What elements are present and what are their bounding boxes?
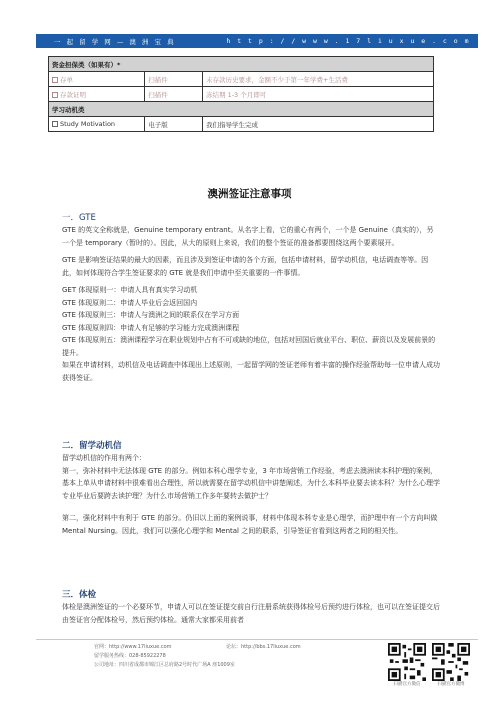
item-note: 冻结期 1-3 个月即可 [203, 87, 434, 102]
checkbox-icon[interactable] [52, 77, 58, 83]
section-body-motivation [62, 452, 440, 542]
paragraph: 第一，弥补材料中无法体现 GTE 的部分。例如本科心理学专业，3 年市场营销工作经验，考虑去澳洲读本科护理的案例，基本上单从申请材料中很难看出合理性，所以就需要在留学动机信中讲楚阐述，为什么本科毕业要去读本科？为什么心理学专业毕业后要跨去读护理？为什么市场营销工作多年要转去做护士？ [62, 466, 440, 500]
paragraph: 第二，强化材料中有利于 GTE 的部分。仍旧以上面的案例说事，材料中体现本科专业是心理学，而护理中有一个方向叫做 Mental Nursing。因此，我们可以强化心理学和 Mental 之间的联系，引导签证官看到这两者之间的相关性。 [62, 514, 438, 535]
gte-principles-list [62, 284, 440, 359]
section-body-medical [62, 601, 440, 637]
table-row [49, 87, 434, 102]
list-item: GET 体现原则一：申请人具有真实学习动机 [62, 286, 198, 294]
footer-address: 公司地址：四川省成都市锦江区总府路2号时代广场A 座1009室 [94, 662, 235, 668]
item-name: 存款证明 [60, 90, 86, 99]
footer-hotline: 留学服务热线：028-85922278 [94, 653, 166, 659]
footer-forum[interactable]: 论坛：http://bbs.17liuxue.com [226, 644, 301, 650]
qr-code-icon [432, 643, 470, 681]
banner-brand: 一 起 留 学 网 — 澳 洲 宝 典 [54, 37, 176, 46]
header-banner [36, 34, 478, 48]
section-heading-gte: 一．GTE [62, 213, 96, 223]
paragraph: GTE 是影响签证结果的最大的因素，而且涉及到签证申请的各个方面，包括申请材料，留学动机信，电话调查等等。因此，如何体现符合学生签证要求的 GTE 就是我们申请中至关重要的一件事情。 [62, 256, 429, 277]
item-format: 扫描件 [145, 87, 203, 102]
list-item: GTE 体现原则三：申请人与澳洲之间的联系仅在学习方面 [62, 311, 240, 319]
table-row [49, 72, 434, 87]
section-body-gte [62, 224, 440, 389]
section-heading-medical: 三．体检 [62, 590, 97, 600]
checkbox-icon[interactable] [52, 121, 58, 127]
list-item: GTE 体现原则五：澳洲课程学习在职业规划中占有不可或缺的地位，包括对回国后就业平台、职位、薪资以及发展前景的提升。 [62, 336, 436, 357]
paragraph: GTE 的英文全称就是，Genuine temporary entrant。从名字上看，它的重心有两个，一个是 Genuine（真实的），另一个是 temporary（暂时的）。因此，从大的原则上来说，我们的整个签证的准备都要围绕这两个要素展开。 [62, 226, 434, 247]
item-name: Study Motivation [60, 120, 116, 128]
qr-wechat [388, 643, 426, 693]
section-heading-motivation: 二．留学动机信 [62, 441, 122, 451]
footer-contact-info [36, 640, 384, 693]
paragraph: 如果在申请材料，动机信及电话调查中体现出上述原则，一起留学网的签证老师有着丰富的操作经验帮助每一位申请人成功获得签证。 [62, 361, 440, 382]
item-format: 电子版 [145, 117, 203, 132]
qr-code-icon [388, 643, 426, 681]
section-label: 学习动机类 [49, 102, 434, 117]
item-format: 扫描件 [145, 72, 203, 87]
page-footer [36, 639, 478, 693]
table-section-header [49, 102, 434, 117]
item-note: 我们指导学生完成 [203, 117, 434, 132]
checkbox-icon[interactable] [52, 92, 58, 98]
list-item: GTE 体现原则四：申请人有足够的学习能力完成澳洲课程 [62, 323, 240, 332]
item-name: 存单 [60, 75, 73, 84]
table-row [49, 117, 434, 132]
list-item: GTE 体现原则二：申请人毕业后会返回国内 [62, 298, 198, 307]
qr-caption: 扫描官方微博 [437, 682, 465, 687]
table-section-header [49, 57, 434, 72]
paragraph: 体检是澳洲签证的一个必要环节，申请人可以在签证提交前自行注册系统获得体检号后预约进行体检，也可以在签证提交后由签证官分配体检号，然后预约体检。通常大家都采用前者 [62, 603, 440, 624]
qr-caption: 扫描官方微信 [393, 682, 421, 687]
qr-weibo [432, 643, 470, 693]
section-label: 资金担保类（如果有）* [49, 57, 434, 72]
footer-website[interactable]: 官网：http://www.17liuxue.com [94, 644, 172, 650]
banner-url[interactable]: h t t p : / / w w w . 1 7 l i u x u e . c o m [226, 37, 470, 45]
paragraph: 留学动机信的作用有两个： [62, 454, 146, 462]
requirements-table [48, 56, 434, 132]
document-title: 澳洲签证注意事项 [207, 188, 292, 200]
item-note: 末存款历史要求，金额不少于第一年学费+生活费 [203, 72, 434, 87]
